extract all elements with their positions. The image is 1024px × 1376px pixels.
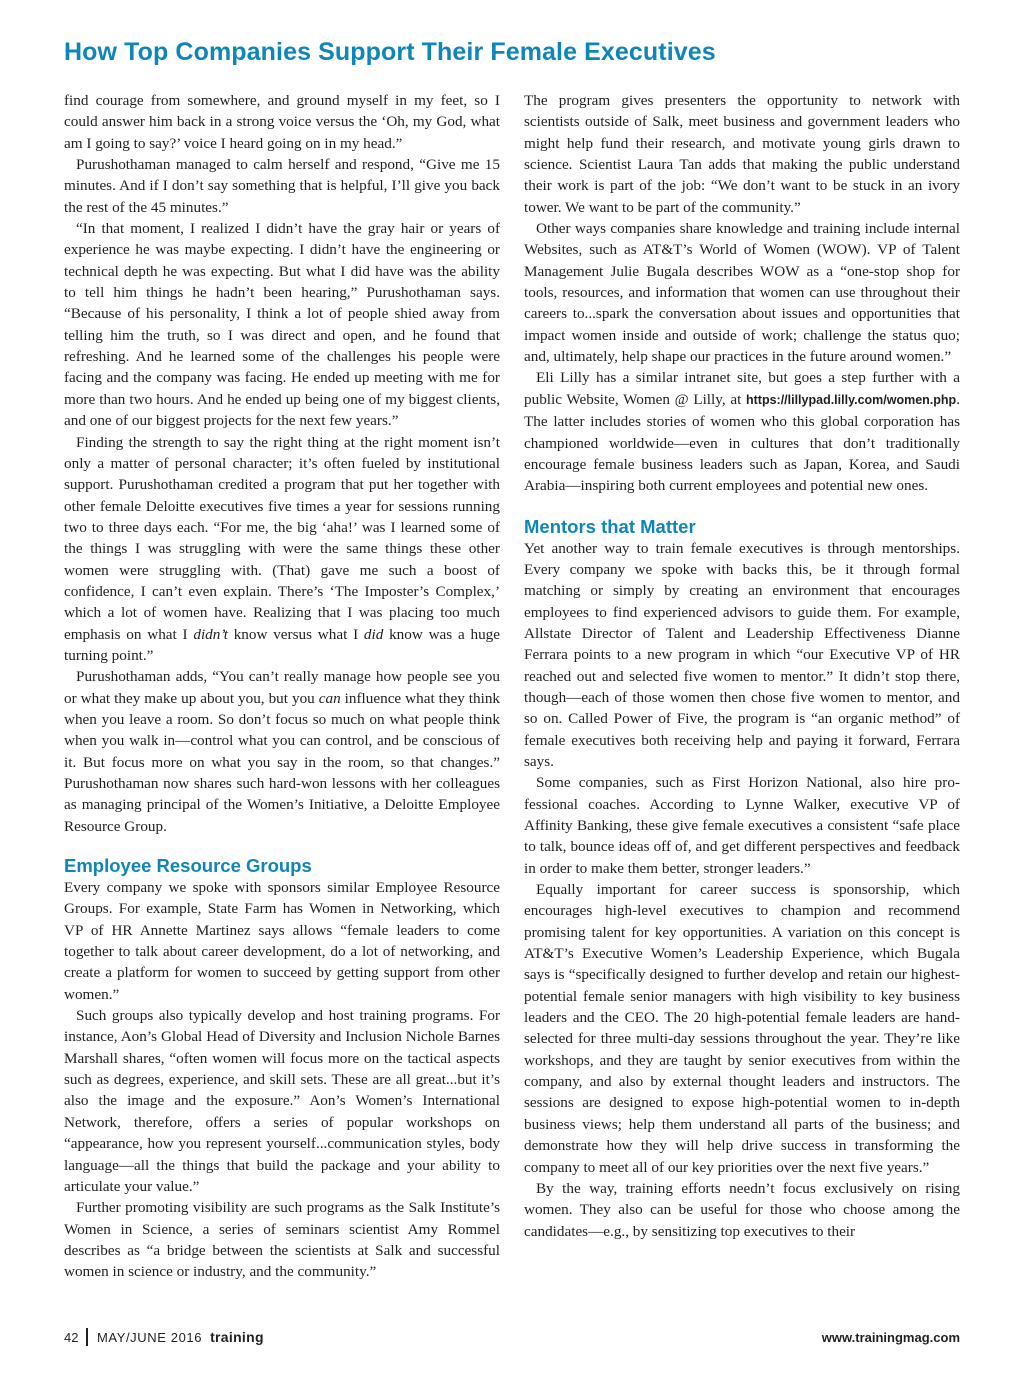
body-paragraph: The program gives presenters the opportunity to network with scientists outside of Salk, meet business and government leaders who might help fund their research, and motivate young girls drawn to science. Scientist Laura Tan adds that making the public understand their work is part of the job: “We don’t want to be stuck in an ivory tower. We want to be part of the community.” <box>524 92 960 216</box>
body-paragraph <box>64 432 500 667</box>
emphasis-text: can <box>318 689 341 707</box>
body-paragraph: Equally important for career success is sponsorship, which encourages high-level executives to champion and recommend promising talent for key opportunities. A variation on this concept is AT&T’s Executive Women’s Leadership Experience, which Bugala says is “specifically designed to further develop and retain our highest-potential female senior managers with high visibility to key business leaders and the CEO. The 20 high-potential female leaders are hand-selected for three multi-day sessions throughout the year. They’re like workshops, and they are taught by senior executives from within the company, and also by external thought leaders and instructors. The sessions are designed to expose high-potential women to in-depth business views; help them understand all parts of the business; and demonstrate how they will help drive success in transforming the company to meet all of our key priorities over the next five years.” <box>524 881 960 1176</box>
left-column <box>64 90 500 1283</box>
emphasis-text: didn’t <box>193 625 228 643</box>
body-paragraph: Other ways companies share knowledge and training include internal Websites, such as AT&T’s World of Women (WOW). VP of Talent Management Julie Bugala describes WOW as a “one-stop shop for tools, resources, and information that women can use throughout their careers to...spark the conversation about issues and opportunities that impact women inside and outside of work; challenge the status quo; and, ultimately, help shape our practices in the future around women.” <box>524 220 960 366</box>
body-paragraph: find courage from somewhere, and ground myself in my feet, so I could answer him back in a strong voice versus the ‘Oh, my God, what am I going to say?’ voice I heard going on in my head.” <box>64 92 500 152</box>
section-heading-mentors-that-matter: Mentors that Matter <box>524 515 696 537</box>
body-paragraph: By the way, training efforts needn’t focus exclusively on rising women. They also can be useful for those who choose among the candidates—e.g., by sensitizing top executives to their <box>524 1179 960 1240</box>
body-paragraph: Some companies, such as First Horizon National, also hire professional coaches. According to Lynne Walker, executive VP of Affinity Banking, these give female executives a consistent “safe place to talk, bounce ideas off of, and get different perspectives and feedback in order to make them better, stronger leaders.” <box>524 774 960 877</box>
paragraph-text: know was a huge turning point.” <box>64 625 500 664</box>
body-paragraph <box>64 666 500 837</box>
lilly-website-link[interactable]: https://lillypad.lilly.com/women.php <box>745 392 957 407</box>
body-paragraph: Yet another way to train female executives is through mentorships. Every company we spoke with backs this, be it through formal matching or simply by creating an environment that encourages employees to find experienced advisors to guide them. For example, Allstate Director of Talent and Leadership Effectiveness Dianne Ferrara points to a new program in which “our Executive VP of HR reached out and selected five women to mentor.” It didn’t stop there, though—each of those women then chose five women to mentor, and so on. Called Power of Five, the program is “an organic method” of female executives both receiving help and paying it forward, Ferrara says. <box>524 539 960 770</box>
body-paragraph: Every company we spoke with sponsors similar Employee Resource Groups. For example, State Farm has Women in Networking, which VP of HR Annette Martinez says allows “female leaders to come together to talk about career development, do a lot of networking, and create a platform for women to succeed by getting support from other women.” <box>64 879 500 1003</box>
emphasis-text: did <box>363 625 384 643</box>
paragraph-text: influence what they think when you leave a room. So don’t focus so much on what people think when you walk in—control what you can control, and be conscious of it. But focus more on what you say in the room, so that changes.” Purushothaman now shares such hard-won lessons with her colleagues as managing principal of the Women’s Initiative, a Deloitte Employee Resource Group. <box>64 689 501 835</box>
paragraph-text: Eli Lilly has a similar intranet site, but goes a step further with a public Website, Women @ Lilly, at <box>524 369 960 408</box>
section-heading-employee-resource-groups: Employee Resource Groups <box>64 855 312 877</box>
issue-date: MAY/JUNE 2016 <box>96 1329 203 1345</box>
page-title: How Top Companies Support Their Female Executives <box>64 38 716 66</box>
body-paragraph <box>524 367 960 496</box>
footer-divider <box>86 1328 88 1346</box>
magazine-brand: training <box>210 1329 264 1345</box>
paragraph-text: . The latter includes stories of women who this global corporation has championed worldwide—even in cultures that don’t traditionally encourage female business leaders such as Japan, Korea, and Saudi Arabia—inspiring both current employees and potential new ones. <box>524 390 960 495</box>
body-paragraph: “In that moment, I realized I didn’t have the gray hair or years of experience he was maybe expecting. I didn’t have the engineering or technical depth he was expecting. But what I did have was the ability to tell him things he hadn’t been hearing,” Purushothaman says. “Because of his personality, I think a lot of people shied away from telling him the truth, so I was direct and open, and he found that refreshing. And he learned some of the challenges his people were facing and the company was facing. He ended up meeting with me for more than two hours. And he ended up being one of my biggest clients, and one of our biggest projects for the next few years.” <box>64 220 500 430</box>
paragraph-text: know versus what I <box>233 625 359 643</box>
page-number: 42 <box>64 1329 79 1345</box>
footer-website-link[interactable]: www.trainingmag.com <box>821 1330 960 1345</box>
right-column <box>524 90 960 1242</box>
body-paragraph: Such groups also typically develop and host training programs. For instance, Aon’s Global Head of Diversity and Inclusion Nichole Barnes Marshall shares, “often women will focus more on the tactical aspects such as degrees, experience, and skill sets. These are all great...but it’s also the image and the exposure.” Aon’s Women’s International Network, therefore, offers a series of popular workshops on “appearance, how you represent yourself...communication styles, body language—all the things that build the package and your ability to articulate your value.” <box>64 1007 500 1195</box>
paragraph-text: Purushothaman adds, “You can’t really manage how people see you or what they make up about you, but you <box>64 668 500 707</box>
paragraph-text: Finding the strength to say the right thing at the right moment isn’t only a matter of personal character; it’s often fueled by institutional support. Purushothaman credited a program that put her together with other female Deloitte executives five times a year for sessions running two to three days each. “For me, the big ‘aha!’ was I learned some of the things I was struggling with were the same things these other women were struggling with. (That) gave me such a boost of confidence, I can’t even explain. There’s ‘The Imposter’s Complex,’ which a lot of women have. Realizing that I was placing too much emphasis on what I <box>64 433 500 643</box>
page-footer <box>64 1328 264 1346</box>
body-paragraph: Further promoting visibility are such programs as the Salk Institute’s Women in Science, a series of seminars scientist Amy Rommel describes as “a bridge between the scientists at Salk and successful women in science or industry, and the community.” <box>64 1199 500 1281</box>
body-paragraph: Purushothaman managed to calm herself and respond, “Give me 15 minutes. And if I don’t say something that is helpful, I’ll give you back the rest of the 45 minutes.” <box>64 156 500 216</box>
